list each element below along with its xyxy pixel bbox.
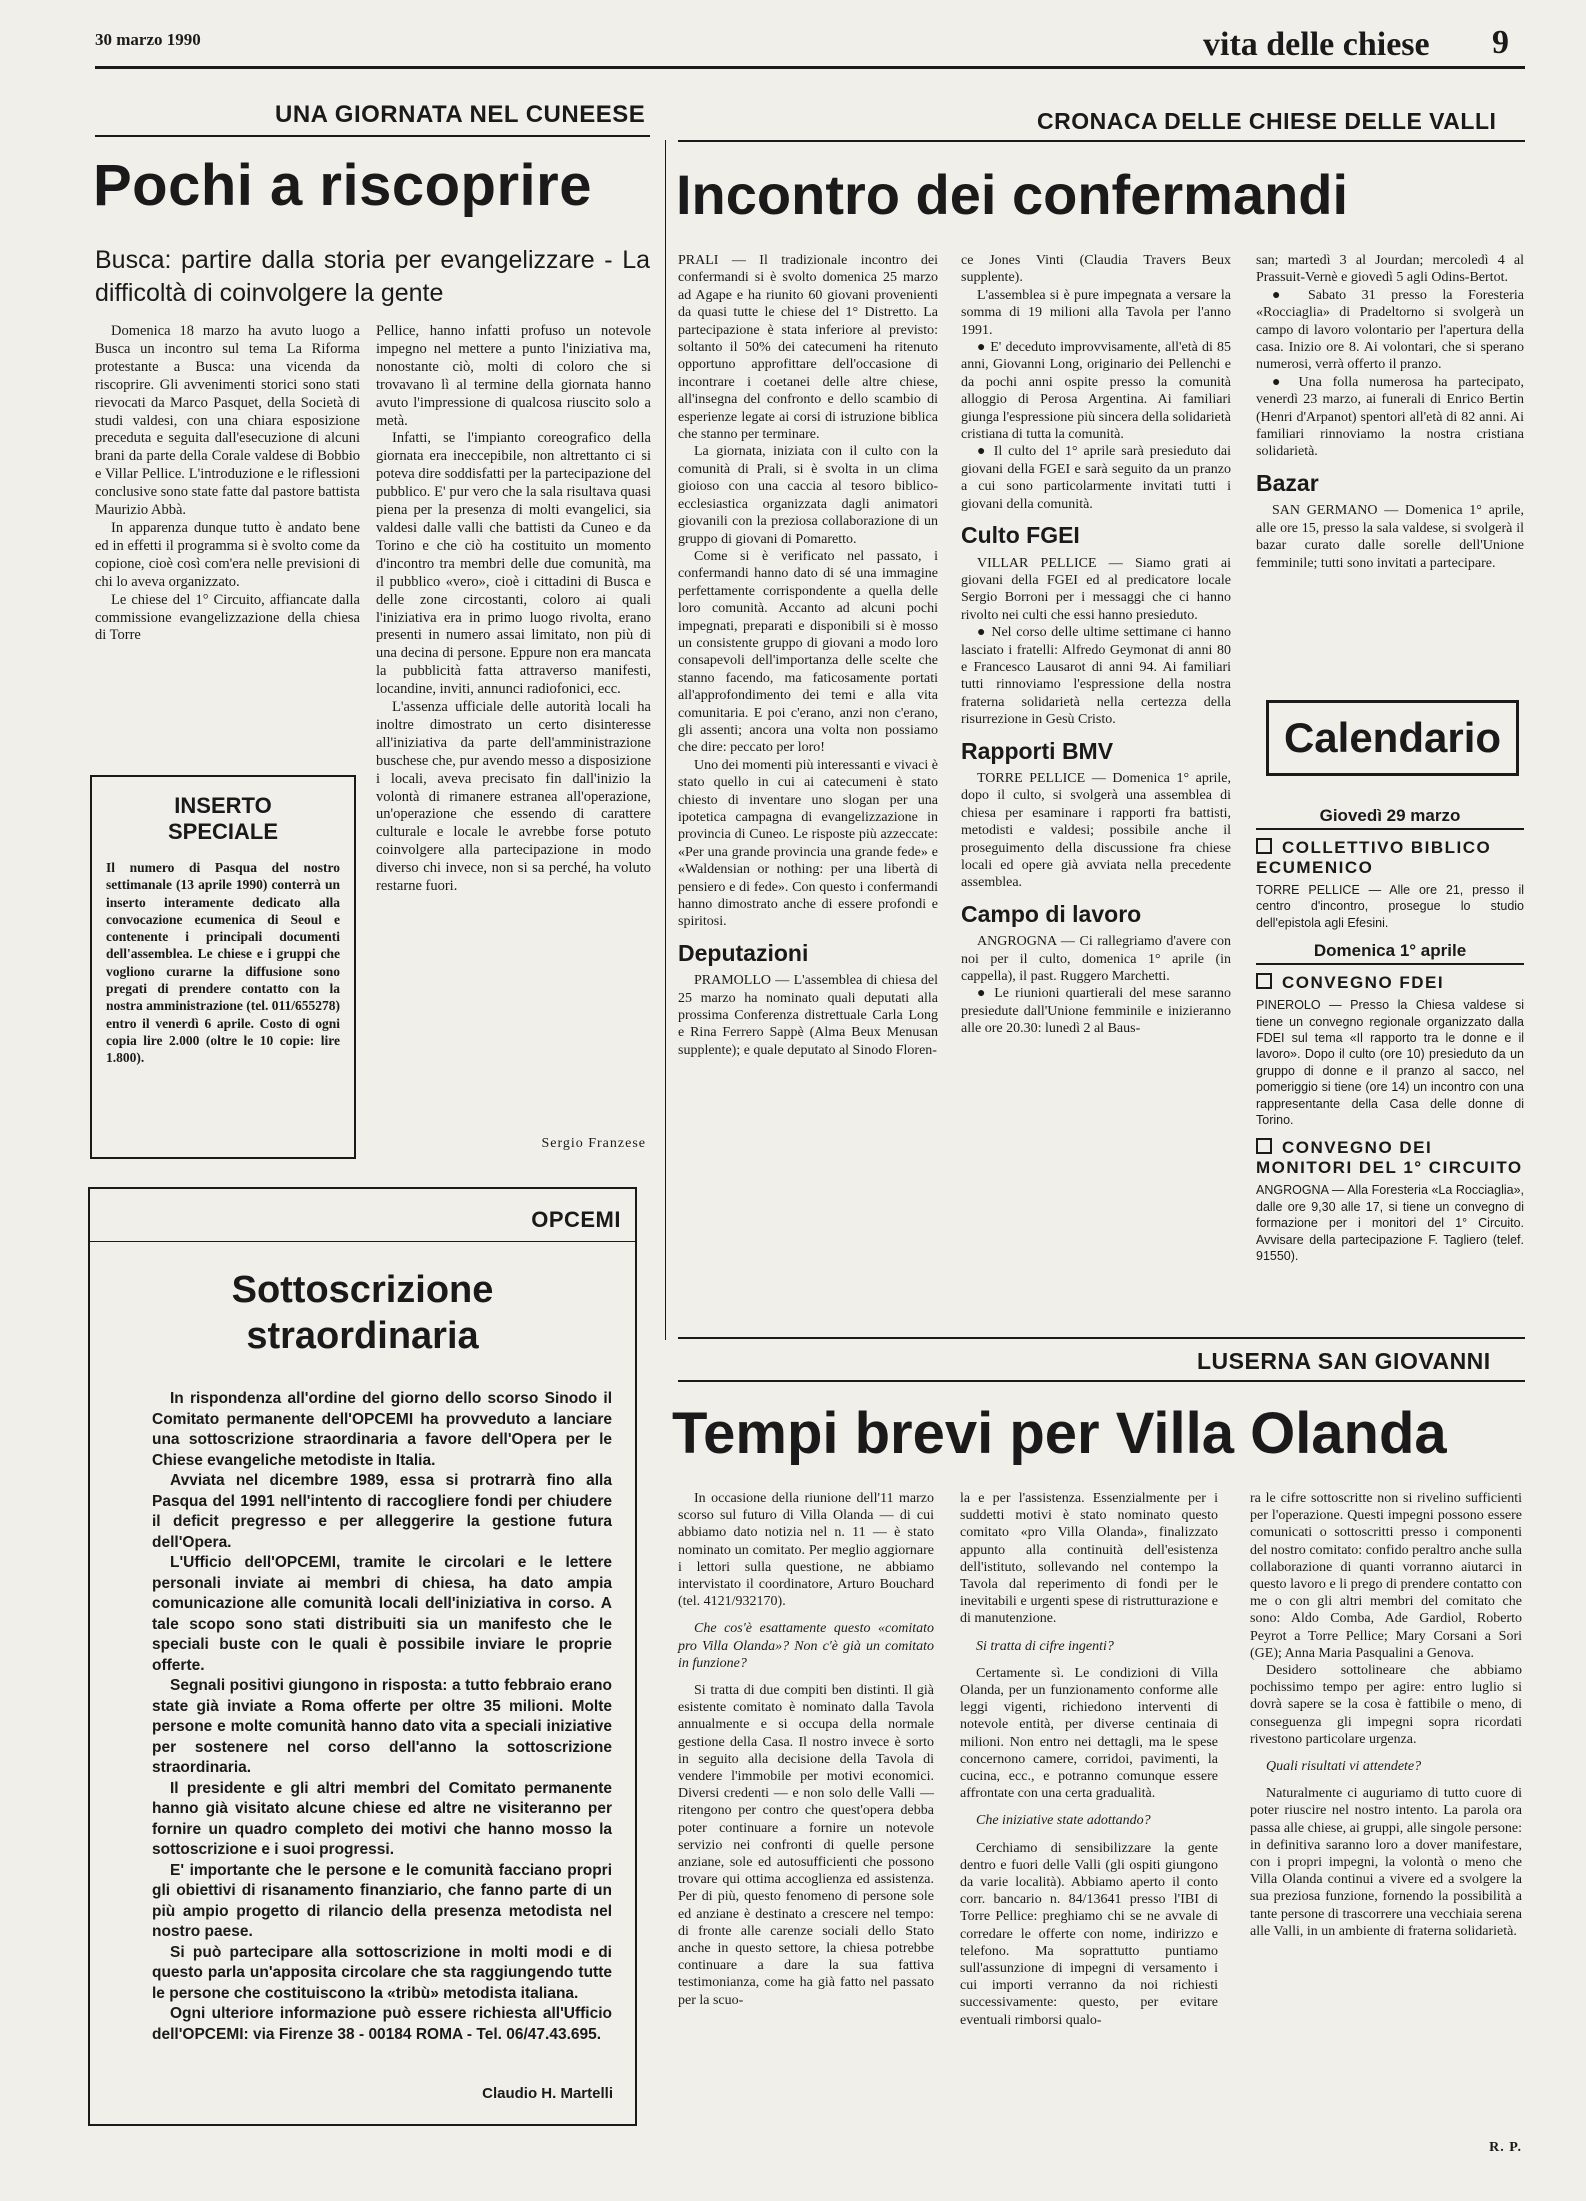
villa-signature: R. P. — [1489, 2140, 1522, 2155]
paragraph: In rispondenza all'ordine del giorno dello scorso Sinodo il Comitato permanente dell'OPCEMI ha provveduto a lanciare una sottoscrizione straordinaria a favore dell'Opera per le Chiese evangeliche metodiste in Italia. — [152, 1390, 612, 1469]
paragraph: Desidero sottolineare che abbiamo pochissimo tempo per agire: entro luglio si dovrà sapere se la cosa è fattibile o meno, di conseguenza gli impegni sopra ricordati rivestono particolare urgenza. — [1250, 1663, 1522, 1747]
paragraph: ● Le riunioni quartierali del mese saranno presiedute dall'Unione femminile e inizieranno alle ore 20.30: lunedì 2 al Baus- — [961, 986, 1231, 1037]
interview-question: Che iniziative state adottando? — [976, 1813, 1151, 1829]
section-title: vita delle chiese — [1203, 26, 1430, 63]
paragraph: Cerchiamo di sensibilizzare la gente dentro e fuori delle Valli (gli ospiti giungono da varie località). Abbiamo aperto il conto corr. bancario n. 84/13641 presso l'IBI di Torre Pellice: preghiamo chi se ne avvale di corredare le offerte con nome, indirizzo e telefono. Ma soprattutto puntiamo sull'assunzione di impegni di versamento i cui importi verranno da noi richiesti successivamente: questo, per evitare eventuali rimborsi qualo- — [960, 1840, 1218, 2028]
paragraph: Le chiese del 1° Circuito, affiancate dalla commissione evangelizzazione della chiesa di Torre — [95, 591, 360, 644]
paragraph: PRALI — Il tradizionale incontro dei confermandi si è svolto domenica 25 marzo ad Agape e ha riunito 60 giovani provenienti da quasi tutte le chiese del 1° Distretto. La partecipazione è stata inferiore al previsto: soltanto il 50% dei catecumeni ha ritenuto opportuno approfittare dell'occasione di incontrare i coetanei delle altre chiese, all'insegna del confronto e dello scambio di esperienze legate ai corsi di istruzione biblica che stanno per terminare. — [678, 253, 938, 443]
calendar-item-title: COLLETTIVO BIBLICO ECUMENICO — [1256, 838, 1492, 877]
culto-heading: Culto FGEI — [961, 522, 1080, 549]
paragraph: ● Nel corso delle ultime settimane ci hanno lasciato i fratelli: Alfredo Geymonat di anni 80 e Francesco Lausarot di anni 94. Ai familiari tutti rinnoviamo l'espressione della nostra fraterna solidarietà nella certezza della risurrezione in Gesù Cristo. — [961, 625, 1231, 728]
right-kicker-rule — [678, 140, 1525, 142]
left-col-1 — [95, 323, 360, 645]
left-kicker: UNA GIORNATA NEL CUNEESE — [275, 101, 646, 128]
paragraph: Certamente sì. Le condizioni di Villa Olanda, per un funzionamento conforme alle leggi vigenti, richiedono interventi di notevole entità, per diverse centinaia di milioni. Non entro nei dettagli, ma le spese concernono camere, corridoi, pavimenti, la cucina, ecc., e potranno comunque essere affrontate con una certa gradualità. — [960, 1665, 1218, 1802]
paragraph: In occasione della riunione dell'11 marzo scorso sul futuro di Villa Olanda — di cui abbiamo dato notizia nel n. 11 — è stato nominato un comitato. Per meglio aggiornare i lettori sulla questione, ne abbiamo intervistato il coordinatore, Arturo Bouchard (tel. 4121/932170). — [678, 1491, 934, 1610]
paragraph: ● Una folla numerosa ha partecipato, venerdì 23 marzo, ai funerali di Enrico Bertin (Henri d'Arpanot) spentori all'età di 82 anni. Ai familiari rinnoviamo la nostra cristiana solidarietà. — [1256, 374, 1524, 460]
paragraph: la e per l'assistenza. Essenzialmente per i suddetti motivi è stato nominato questo comitato «pro Villa Olanda», finalizzato appunto alla continuità dell'esistenza dell'istituto, sollevando nel contempo la Tavola dal reperimento di fondi per le inevitabili e urgenti spese di ristrutturazione e di manutenzione. — [960, 1491, 1218, 1627]
calendar-item-title: CONVEGNO DEI MONITORI DEL 1° CIRCUITO — [1256, 1138, 1523, 1178]
left-subtitle: Busca: partire dalla storia per evangelizzare - La difficoltà di coinvolgere la gente — [95, 246, 650, 307]
villa-kicker: LUSERNA SAN GIOVANNI — [1197, 1348, 1491, 1374]
issue-date: 30 marzo 1990 — [95, 30, 201, 49]
paragraph: Naturalmente ci auguriamo di tutto cuore di poter riuscire nel nostro intento. La parola ora passa alle chiese, ai gruppi, alle singole persone: in definitiva saranno loro a dover manifestare, con i propri impegni, la volontà o meno che Villa Olanda continui a vivere ed a svolgere la sua preziosa funzione, fornendo la possibilità a tante persone di trascorrere una vecchiaia serena alle Valli, in un ambiente di fraterna solidarietà. — [1250, 1786, 1522, 1939]
paragraph: Si tratta di due compiti ben distinti. Il già esistente comitato è nominato dalla Tavola annualmente e si occupa della normale gestione della Casa. Il nostro invece è sorto in seguito alla decisione della Tavola di vendere l'immobile per motivi economici. Diversi credenti — e non solo delle Valli — ritengono per contro che quest'opera debba poter continuare a fornire un notevole servizio nei confronti di quelle persone anziane, sole ed autosufficienti che possono trovare qui ottima accoglienza ed assistenza. Per di più, questo fenomeno di persone sole ed anziane è destinato a crescere nel tempo: di fronte alle carenze sociali dello Stato anche in questo settore, la chiesa potrebbe continuare a dare la sua fattiva testimonianza, come ha già fatto nel passato per la scuo- — [678, 1683, 934, 2008]
bazar-heading: Bazar — [1256, 469, 1319, 496]
paragraph: L'Ufficio dell'OPCEMI, tramite le circolari e le lettere personali inviate ai membri di chiesa, ha dato ampia comunicazione alle comunità locali dell'iniziativa in corso. A tale scopo sono stati distribuiti sia un manifesto che le speciali buste con le quali è possibile inviare le proprie offerte. — [152, 1554, 612, 1674]
villa-col-1 — [678, 1490, 934, 2009]
villa-top-rule — [678, 1337, 1525, 1339]
paragraph: L'assenza ufficiale delle autorità locali ha inoltre dimostrato un certo disinteresse all'iniziativa da parte dell'amministrazione buschese che, pur avendo messo a disposizione i locali, aveva precisato fin dall'inizio la volontà di rimanere estranea all'operazione, un'operazione che essendo di carattere culturale e locale le avrebbe forse potuto coinvolgere alla partecipazione in modo diverso chi invece, non si sa perché, ha voluto restarne fuori. — [376, 699, 651, 895]
paragraph: ce Jones Vinti (Claudia Travers Beux supplente). — [961, 253, 1231, 286]
paragraph: Come si è verificato nel passato, i confermandi hanno dato di sé una immagine perfettamente corrispondente a quella delle loro comunità. Accanto ad alcuni pochi impegnati, preparati e disponibili si è mosso un consistente gruppo di giovani a modo loro consapevoli dell'importanza delle scelte che stanno facendo, ma faticosamente portati all'approfondimento dei temi e alla vita comunitaria. E poi c'erano, anzi non c'erano, gli assenti; ancora una volta non possiamo che dire: peccato per loro! — [678, 548, 938, 756]
paragraph: SAN GERMANO — Domenica 1° aprile, alle ore 15, presso la sala valdese, si svolgerà il bazar curato dalle sorelle dell'Unione femminile; tutti sono invitati a partecipare. — [1256, 503, 1524, 571]
villa-col-2 — [960, 1490, 1218, 2029]
paragraph: ● E' deceduto improvvisamente, all'età di 85 anni, Giovanni Long, originario dei Pellenchi e da pochi anni ospite presso la comunità alloggio di Perosa Argentina. Ai familiari giunga l'espressione più sincera della solidarietà cristiana di tutta la comunità. — [961, 340, 1231, 443]
masthead-rule — [95, 66, 1525, 69]
paragraph: ● Il culto del 1° aprile sarà presieduto dai giovani della FGEI e sarà seguito da un pranzo a cui sono particolarmente invitati tutti i giovani della comunità. — [961, 444, 1231, 512]
opcemi-label: OPCEMI — [531, 1207, 621, 1232]
left-signature: Sergio Franzese — [541, 1136, 646, 1151]
paragraph: Si può partecipare alla sottoscrizione in molti modi e di questo parla un'apposita circolare che sta raggiungendo tutte le persone che costituiscono la «tribù» metodista italiana. — [152, 1943, 612, 2002]
inserto-body: Il numero di Pasqua del nostro settimanale (13 aprile 1990) conterrà un inserto interamente dedicato alla convocazione ecumenica di Seoul e contenente i principali documenti dell'assemblea. Le chiese e i gruppi che vogliono curarne la diffusione sono pregati di prendere contatto con la nostra amministrazione (tel. 011/655278) entro il venerdì 6 aprile. Costo di ogni copia lire 2.000 (oltre le 10 copie: lire 1.800). — [106, 860, 340, 1066]
villa-headline: Tempi brevi per Villa Olanda — [672, 1401, 1447, 1466]
campo-heading: Campo di lavoro — [961, 900, 1142, 927]
paragraph: ● Sabato 31 presso la Foresteria «Rocciaglia» di Pradeltorno si svolgerà un campo di lavoro volontario per l'apertura della casa. Inizio ore 8. Ai volontari, che si sperano numerosi, verrà offerto il pranzo. — [1256, 287, 1524, 373]
page-number: 9 — [1492, 24, 1509, 61]
paragraph: La giornata, iniziata con il culto con la comunità di Prali, si è svolta in un clima gioioso con una caccia al tesoro biblico-ecclesiastica organizzata dagli animatori giovanili con la preziosa collaborazione di un gruppo di giovani di Pomaretto. — [678, 444, 938, 547]
calendar-item-body: TORRE PELLICE — Alle ore 21, presso il centro d'incontro, prosegue lo studio dell'epistola agli Efesini. — [1256, 883, 1524, 930]
interview-question: Quali risultati vi attendete? — [1266, 1759, 1422, 1775]
paragraph: Segnali positivi giungono in risposta: a tutto febbraio erano state già inviate a Roma offerte per oltre 35 milioni. Molte persone e molte comunità hanno dato vita a speciali iniziative per sostenere nel corso dell'anno la sottoscrizione straordinaria. — [152, 1677, 612, 1776]
inserto-title: INSERTO — [174, 793, 272, 818]
calendar-date: Giovedì 29 marzo — [1256, 806, 1524, 830]
opcemi-title: Sottoscrizione — [231, 1269, 494, 1311]
deputazioni-heading: Deputazioni — [678, 939, 809, 966]
paragraph: san; martedì 3 al Jourdan; mercoledì 4 al Prassuit-Vernè e giovedì 5 agli Odins-Bertot. — [1256, 253, 1524, 286]
paragraph: ANGROGNA — Ci rallegriamo d'avere con noi per il culto, domenica 1° aprile (in cappella), il past. Ruggero Marchetti. — [961, 934, 1231, 985]
checkbox-square-icon — [1256, 838, 1272, 854]
inserto-title-2: SPECIALE — [167, 819, 279, 844]
calendar-date: Domenica 1° aprile — [1256, 941, 1524, 965]
right-kicker: CRONACA DELLE CHIESE DELLE VALLI — [1037, 108, 1497, 134]
right-headline: Incontro dei confermandi — [676, 163, 1349, 226]
opcemi-box — [88, 1187, 637, 2126]
villa-col-3 — [1250, 1490, 1522, 1940]
left-headline: Pochi a riscoprire — [93, 153, 592, 218]
checkbox-square-icon — [1256, 1138, 1272, 1154]
opcemi-body — [152, 1389, 612, 2045]
opcemi-label-rule — [90, 1241, 635, 1242]
calendar-item-title: CONVEGNO FDEI — [1256, 973, 1524, 993]
right-col-1 — [678, 252, 938, 1059]
paragraph: PRAMOLLO — L'assemblea di chiesa del 25 marzo ha nominato quali deputati alla prossima Conferenza distrettuale Carla Long e Rina Ferrero Sappè (Alma Beux Menusan supplente); e quale deputato al Sinodo Floren- — [678, 973, 938, 1058]
checkbox-square-icon — [1256, 973, 1272, 989]
paragraph: In apparenza dunque tutto è andato bene ed in effetti il programma si è svolto come da copione, cioè così com'era nelle previsioni di chi lo aveva organizzato. — [95, 519, 360, 590]
paragraph: VILLAR PELLICE — Siamo grati ai giovani della FGEI ed al predicatore locale Sergio Borroni per i messaggi che ci hanno rivolto nei culti che essi hanno presieduto. — [961, 555, 1231, 623]
column-divider — [665, 140, 666, 1340]
paragraph: Il presidente e gli altri membri del Comitato permanente hanno già visitato alcune chiese ed altre ne visiteranno per fornire un quadro completo dei motivi che hanno mosso la sottoscrizione e i suoi progressi. — [152, 1779, 612, 1858]
calendar-item-body: ANGROGNA — Alla Foresteria «La Rocciaglia», dalle ore 9,30 alle 17, si tiene un convegno di formazione per i monitori del 1° Circuito. Avvisare della partecipazione F. Tagliero (telef. 91550). — [1256, 1183, 1524, 1264]
paragraph: E' importante che le persone e le comunità facciano propri gli obiettivi di risanamento finanziario, che fanno parte di un più ampio progetto di rilancio della presenza metodista nel nostro paese. — [152, 1861, 612, 1940]
right-col-2 — [961, 252, 1231, 1038]
calendar-item-body: PINEROLO — Presso la Chiesa valdese si tiene un convegno regionale organizzato dalla FDEI sul tema «Il rapporto tra le donne e il lavoro». Dopo il culto (ore 10) presieduto da un gruppo di donne e il pranzo al sacco, nel pomeriggio si tiene (ore 14) un incontro con una rappresentante della Casa delle donne di Torino. — [1256, 998, 1524, 1128]
villa-kicker-rule — [678, 1380, 1525, 1382]
paragraph: ra le cifre sottoscritte non si rivelino sufficienti per l'operazione. Questi impegni possono essere comunicati o sottoscritti presso i componenti del nostro comitato: confido peraltro anche sulla collaborazione di quanti vorranno aiutarci in questo lavoro e li prego di prendere contatto con me o con gli altri membri del comitato che sono: Aldo Comba, Ade Gardiol, Roberto Peyrot a Torre Pellice; Mary Corsani a Sori (GE); Anna Maria Pasqualini a Genova. — [1250, 1491, 1522, 1661]
paragraph: Uno dei momenti più interessanti e vivaci è stato quello in cui ai catecumeni è stato chiesto di inventare uno slogan per una ipotetica campagna di evangelizzazione in provincia di Cuneo. Le risposte più azzeccate: «Per una grande provincia una grande fede» e «Waldensian or nothing: per una libertà di pensiero e di fede». Con questo i confermandi hanno dimostrato anche di essere profondi e spiritosi. — [678, 757, 938, 930]
opcemi-title-2: straordinaria — [246, 1315, 479, 1357]
left-kicker-rule — [95, 135, 650, 137]
right-col-3 — [1256, 252, 1524, 572]
opcemi-signature: Claudio H. Martelli — [482, 2085, 613, 2102]
interview-question: Che cos'è esattamente questo «comitato pro Villa Olanda»? Non c'è già un comitato in funzione? — [678, 1621, 934, 1671]
calendario-box — [1266, 700, 1519, 776]
left-col-2 — [376, 323, 651, 896]
paragraph: Infatti, se l'impianto coreografico della giornata era ineccepibile, non altrettanto ci si poteva dire soddisfatti per la partecipazione del pubblico. E' pur vero che la sala risultava quasi piena per la presenza di molti evangelici, sia valdesi dalle valli che battisti da Cuneo e da Torino e che ciò ha costituito un momento d'incontro tra membri delle due comunità, ma il pubblico «vero», cioè i cittadini di Busca e delle zone circostanti, coloro ai quali l'iniziativa era in primo luogo rivolta, erano presenti in numero assai limitato, non più di una decina di persone. Eppure non era mancata la pubblicità fatta attraverso manifesti, locandine, inviti, annunci radiofonici, ecc. — [376, 430, 651, 698]
bmv-heading: Rapporti BMV — [961, 737, 1114, 764]
calendario-title: Calendario — [1283, 714, 1502, 761]
interview-question: Si tratta di cifre ingenti? — [976, 1638, 1114, 1654]
paragraph: L'assemblea si è pure impegnata a versare la somma di 19 milioni alla Tavola per l'anno 1991. — [961, 287, 1231, 338]
calendario-list — [1256, 800, 1524, 1265]
inserto-box — [90, 775, 356, 1159]
paragraph: Ogni ulteriore informazione può essere richiesta all'Ufficio dell'OPCEMI: via Firenze 38 - 00184 ROMA - Tel. 06/47.43.695. — [152, 2005, 612, 2043]
paragraph: Domenica 18 marzo ha avuto luogo a Busca un incontro sul tema La Riforma protestante a Busca: una vicenda da riscoprire. Gli avvenimenti storici sono stati rievocati da Marco Pasquet, della Società di studi valdesi, con una chiara esposizione preceduta e seguita dall'esecuzione di alcuni brani da parte della Corale valdese di Bobbio e Villar Pellice. L'introduzione e le riflessioni conclusive sono state fatte dal pastore battista Maurizio Abbà. — [95, 323, 360, 519]
paragraph: Avviata nel dicembre 1989, essa si protrarrà fino alla Pasqua del 1991 nell'intento di raccogliere fondi per chiudere il deficit pregresso e per alleggerire la gestione futura dell'Opera. — [152, 1472, 612, 1551]
paragraph: TORRE PELLICE — Domenica 1° aprile, dopo il culto, si svolgerà una assemblea di chiesa per esaminare i rapporti fra battisti, metodisti e valdesi; possibile anche il proseguimento della discussione fra chiese locali ed opere già avviata nella precedente assemblea. — [961, 770, 1231, 891]
paragraph: Pellice, hanno infatti profuso un notevole impegno nel mettere a punto l'iniziativa ma, nonostante ciò, molti di coloro che si trovavano lì al termine della giornata hanno avuto l'impressione di qualcosa riuscito solo a metà. — [376, 323, 651, 429]
